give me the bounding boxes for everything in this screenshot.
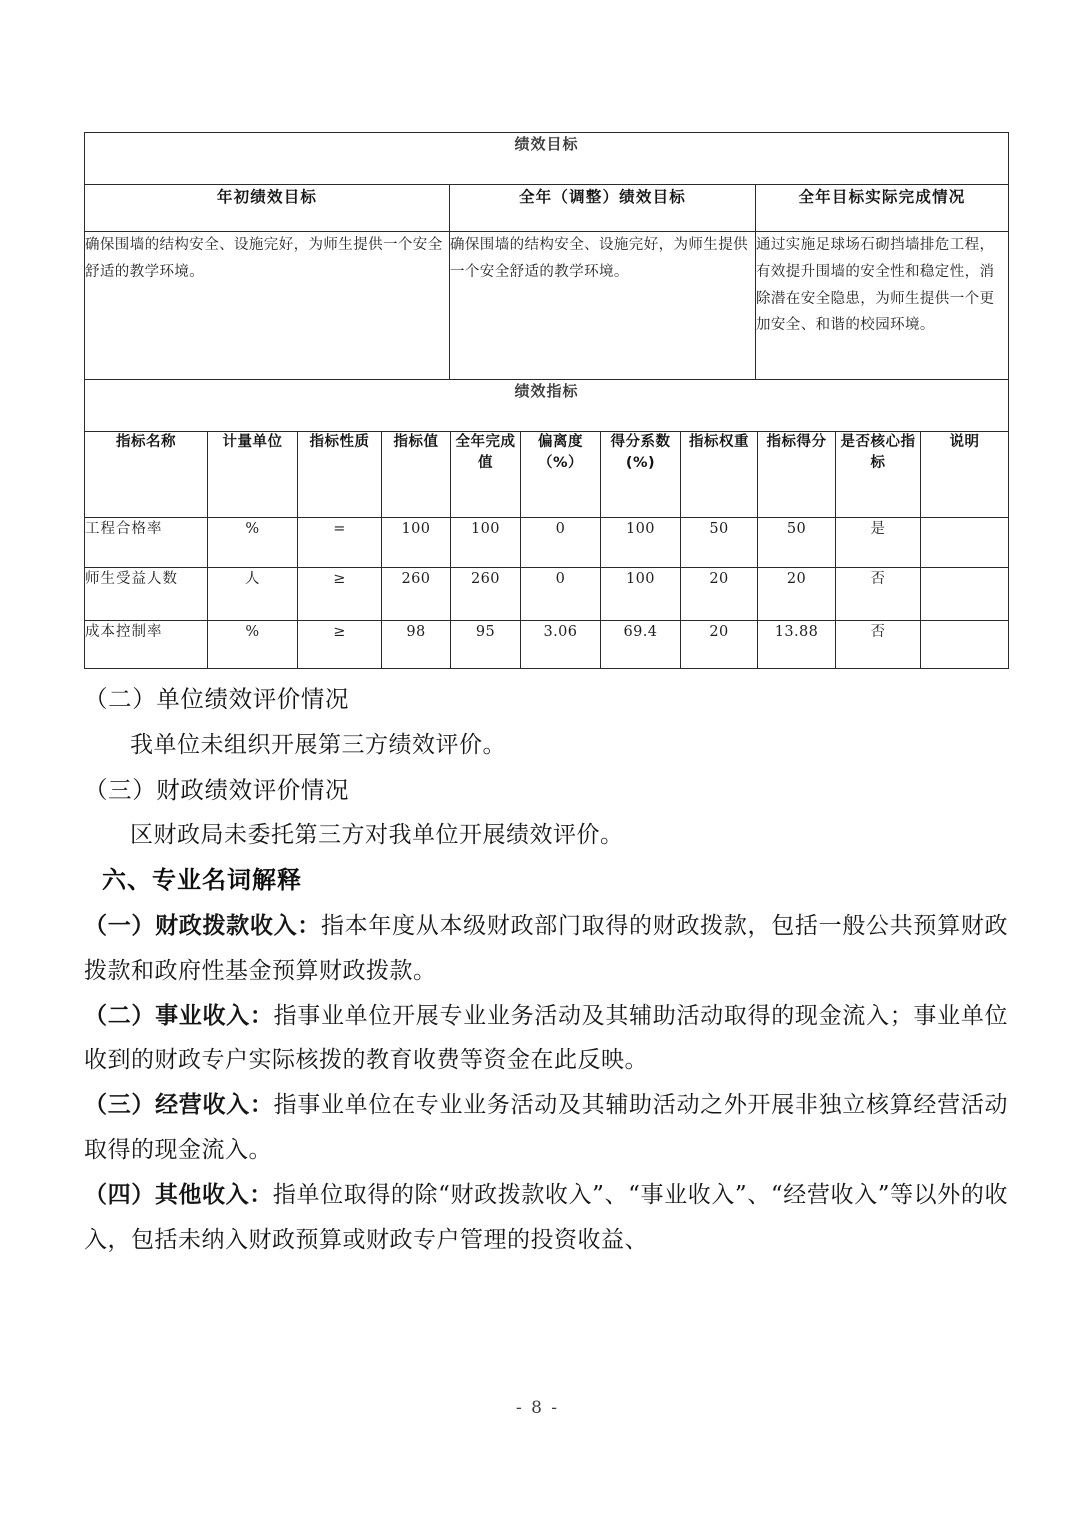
cell-unit: % bbox=[208, 621, 298, 669]
cell-is-core: 是 bbox=[836, 518, 921, 568]
goal-col-header-initial: 年初绩效目标 bbox=[85, 185, 450, 232]
term-text: 指单位取得的除“财政拨款收入”、“事业收入”、“经营收入”等以外的收入，包括未纳入财政预算或财政专户管理的投资收益、 bbox=[84, 1181, 1008, 1253]
table-row bbox=[85, 568, 1009, 621]
goal-band-row bbox=[85, 133, 1009, 185]
cell-nature: ≥ bbox=[298, 621, 382, 669]
goal-col-header-actual: 全年目标实际完成情况 bbox=[756, 185, 1009, 232]
cell-actual-value: 100 bbox=[451, 518, 521, 568]
cell-score: 20 bbox=[758, 568, 836, 621]
indicator-band-row bbox=[85, 380, 1009, 432]
cell-target-value: 100 bbox=[382, 518, 451, 568]
term-item-operating-income bbox=[84, 1083, 1008, 1173]
paragraph-unit-performance-evaluation: 我单位未组织开展第三方绩效评价。 bbox=[130, 731, 506, 758]
term-text: 指本年度从本级财政部门取得的财政拨款，包括一般公共预算财政拨款和政府性基金预算财政拨款。 bbox=[84, 912, 1009, 984]
col-header-target-value: 指标值 bbox=[382, 432, 451, 518]
performance-indicator-table bbox=[84, 379, 1009, 669]
cell-indicator-name: 成本控制率 bbox=[85, 621, 208, 669]
page-content bbox=[84, 132, 1008, 1263]
goal-band-title: 绩效目标 bbox=[514, 135, 579, 153]
cell-weight: 20 bbox=[681, 621, 758, 669]
cell-score: 50 bbox=[758, 518, 836, 568]
cell-score-coefficient: 69.4 bbox=[601, 621, 681, 669]
cell-note bbox=[921, 621, 1009, 669]
cell-is-core: 否 bbox=[836, 621, 921, 669]
term-text: 指事业单位在专业业务活动及其辅助活动之外开展非独立核算经营活动取得的现金流入。 bbox=[84, 1092, 1009, 1164]
cell-indicator-name: 师生受益人数 bbox=[85, 568, 208, 621]
cell-target-value: 260 bbox=[382, 568, 451, 621]
cell-score-coefficient: 100 bbox=[601, 518, 681, 568]
cell-nature: ≥ bbox=[298, 568, 382, 621]
col-header-actual-value: 全年完成值 bbox=[451, 432, 521, 518]
term-label: （二）事业收入： bbox=[84, 1001, 274, 1029]
col-header-is-core: 是否核心指标 bbox=[836, 432, 921, 518]
cell-deviation: 0 bbox=[521, 568, 601, 621]
performance-goal-table bbox=[84, 132, 1009, 380]
heading-terminology-section: 六、专业名词解释 bbox=[102, 866, 302, 895]
cell-score-coefficient: 100 bbox=[601, 568, 681, 621]
col-header-score-coefficient: 得分系数(%) bbox=[601, 432, 681, 518]
cell-score: 13.88 bbox=[758, 621, 836, 669]
goal-col-header-adjusted: 全年（调整）绩效目标 bbox=[450, 185, 756, 232]
col-header-indicator-name: 指标名称 bbox=[85, 432, 208, 518]
cell-note bbox=[921, 568, 1009, 621]
indicator-band-cell bbox=[85, 380, 1009, 432]
cell-deviation: 3.06 bbox=[521, 621, 601, 669]
cell-unit: % bbox=[208, 518, 298, 568]
goal-value-initial: 确保围墙的结构安全、设施完好，为师生提供一个安全舒适的教学环境。 bbox=[85, 232, 450, 380]
cell-is-core: 否 bbox=[836, 568, 921, 621]
table-row bbox=[85, 621, 1009, 669]
cell-target-value: 98 bbox=[382, 621, 451, 669]
term-text: 指事业单位开展专业业务活动及其辅助活动取得的现金流入；事业单位收到的财政专户实际核拨的教育收费等资金在此反映。 bbox=[84, 1002, 1009, 1074]
col-header-weight: 指标权重 bbox=[681, 432, 758, 518]
table-row bbox=[85, 518, 1009, 568]
col-header-note: 说明 bbox=[921, 432, 1009, 518]
cell-actual-value: 260 bbox=[451, 568, 521, 621]
cell-deviation: 0 bbox=[521, 518, 601, 568]
cell-note bbox=[921, 518, 1009, 568]
cell-nature: = bbox=[298, 518, 382, 568]
cell-actual-value: 95 bbox=[451, 621, 521, 669]
body-text-region bbox=[84, 677, 1008, 1263]
goal-value-adjusted: 确保围墙的结构安全、设施完好，为师生提供一个安全舒适的教学环境。 bbox=[450, 232, 756, 380]
cell-weight: 20 bbox=[681, 568, 758, 621]
paragraph-finance-performance-evaluation: 区财政局未委托第三方对我单位开展绩效评价。 bbox=[130, 822, 624, 849]
term-item-fiscal-appropriation-income bbox=[84, 904, 1008, 994]
col-header-deviation: 偏离度（%） bbox=[521, 432, 601, 518]
goal-header-row bbox=[85, 185, 1009, 232]
indicator-band-title: 绩效指标 bbox=[514, 382, 579, 400]
heading-unit-performance-evaluation: （二）单位绩效评价情况 bbox=[84, 685, 350, 713]
term-label: （四）其他收入： bbox=[84, 1180, 273, 1208]
cell-unit: 人 bbox=[208, 568, 298, 621]
term-label: （一）财政拨款收入： bbox=[84, 911, 321, 939]
term-item-business-income bbox=[84, 994, 1008, 1084]
col-header-nature: 指标性质 bbox=[298, 432, 382, 518]
page-number-footer: - 8 - bbox=[515, 1398, 560, 1418]
cell-indicator-name: 工程合格率 bbox=[85, 518, 208, 568]
goal-body-row bbox=[85, 232, 1009, 380]
col-header-score: 指标得分 bbox=[758, 432, 836, 518]
term-label: （三）经营收入： bbox=[84, 1091, 274, 1119]
cell-weight: 50 bbox=[681, 518, 758, 568]
goal-value-actual: 通过实施足球场石砌挡墙排危工程，有效提升围墙的安全性和稳定性，消除潜在安全隐患，为师生提供一个更加安全、和谐的校园环境。 bbox=[756, 232, 1009, 380]
heading-finance-performance-evaluation: （三）财政绩效评价情况 bbox=[84, 775, 350, 804]
term-item-other-income bbox=[84, 1173, 1008, 1263]
goal-band-cell bbox=[85, 133, 1009, 185]
indicator-header-row bbox=[85, 432, 1009, 518]
col-header-unit: 计量单位 bbox=[208, 432, 298, 518]
